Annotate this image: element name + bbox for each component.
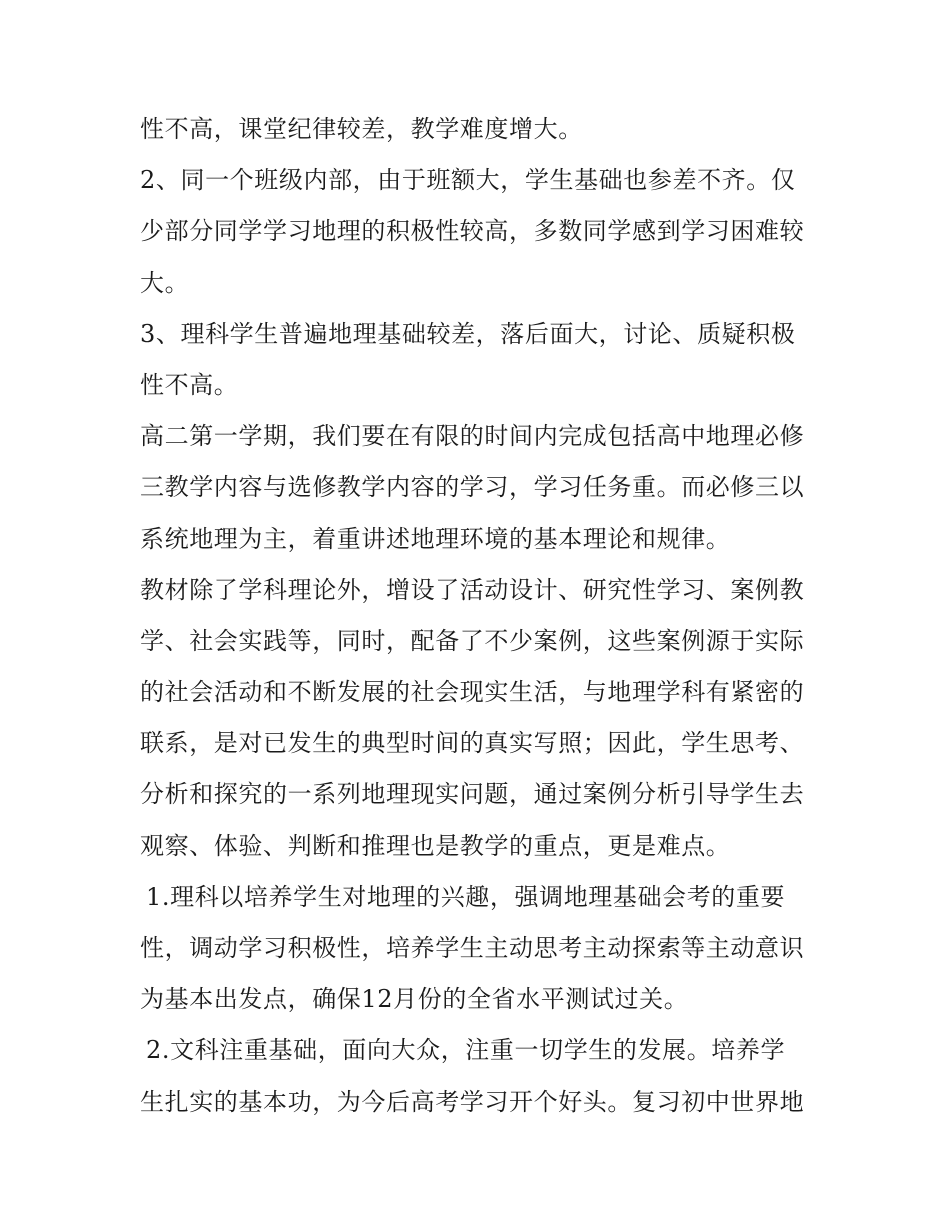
text-line: 高二第一学期，我们要在有限的时间内完成包括高中地理必修 [140,422,805,451]
text-line: 1.理科以培养学生对地理的兴趣，强调地理基础会考的重要 [146,882,786,911]
text-line: 生扎实的基本功，为今后高考学习开个好头。复习初中世界地 [140,1087,805,1116]
text-line: 三教学内容与选修教学内容的学习，学习任务重。而必修三以 [140,473,805,502]
text-line: 联系，是对已发生的典型时间的真实写照；因此，学生思考、 [140,729,805,758]
text-line: 3、理科学生普遍地理基础较差，落后面大，讨论、质疑积极 [140,319,796,348]
text-line: 学、社会实践等，同时，配备了不少案例，这些案例源于实际 [140,626,805,655]
document-body [140,104,820,1128]
text-line: 观察、体验、判断和推理也是教学的重点，更是难点。 [140,831,731,860]
text-line: 大。 [140,268,190,297]
text-line: 系统地理为主，着重讲述地理环境的基本理论和规律。 [140,524,731,553]
text-line: 性不高。 [140,370,239,399]
text-line: 少部分同学学习地理的积极性较高，多数同学感到学习困难较 [140,217,805,246]
text-line: 性，调动学习积极性，培养学生主动思考主动探索等主动意识 [140,934,805,962]
text-line: 分析和探究的一系列地理现实问题，通过案例分析引导学生去 [140,780,805,809]
text-line: 教材除了学科理论外，增设了活动设计、研究性学习、案例教 [140,575,805,604]
text-line: 2.文科注重基础，面向大众，注重一切学生的发展。培养学 [146,1036,786,1065]
text-line: 为基本出发点，确保12月份的全省水平测试过关。 [140,985,689,1014]
text-line: 2、同一个班级内部，由于班额大，学生基础也参差不齐。仅 [140,166,796,195]
text-line: 性不高，课堂纪律较差，教学难度增大。 [140,115,583,143]
text-line: 的社会活动和不断发展的社会现实生活，与地理学科有紧密的 [140,678,805,707]
